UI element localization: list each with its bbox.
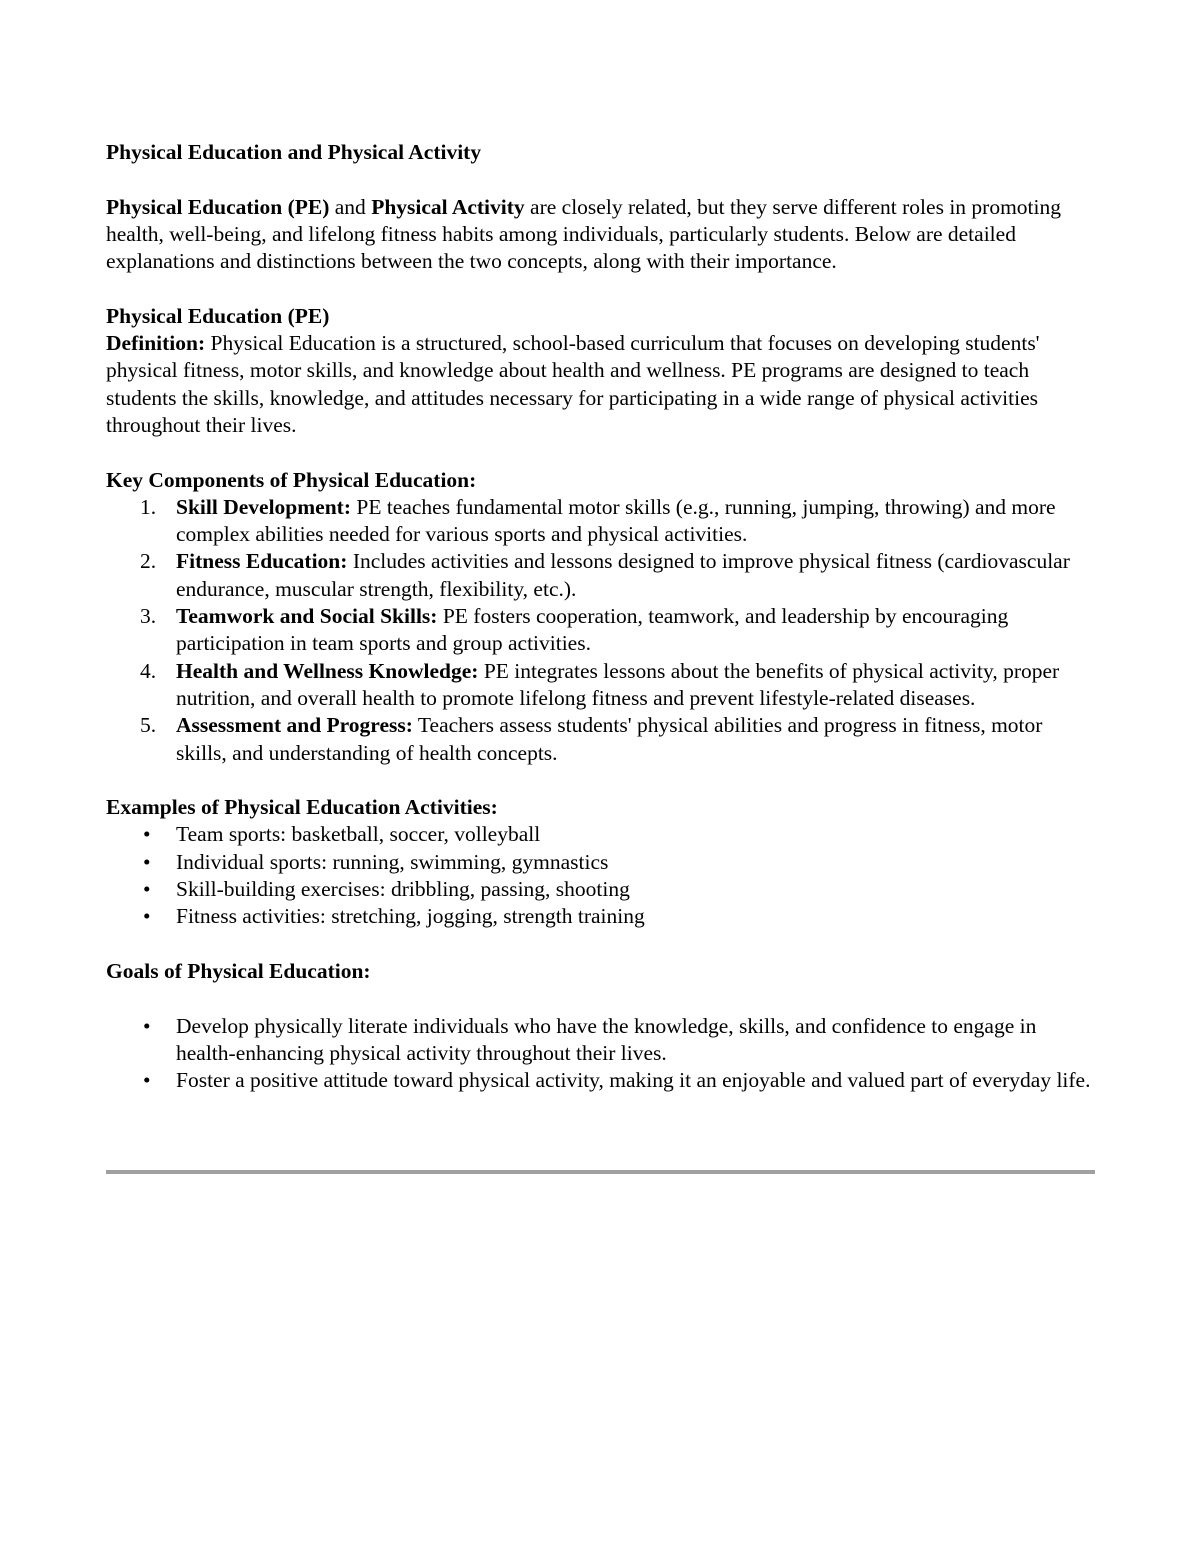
bullet-icon: • [143, 849, 151, 874]
bullet-icon: • [143, 877, 151, 902]
pe-heading: Physical Education (PE) [106, 303, 330, 328]
list-item: 4. Health and Wellness Knowledge: PE integrates lessons about the benefits of physical activity, proper nutrition, and overall health to promote lifelong fitness and prevent lifestyle-related diseases. [140, 658, 1060, 710]
list-number: 1. [140, 494, 157, 519]
list-item: • Fitness activities: stretching, jogging, strength training [106, 903, 1096, 930]
intro-term-pa: Physical Activity [371, 194, 525, 219]
document-page [106, 139, 1096, 1094]
bullet-icon: • [143, 904, 151, 929]
list-item: 1. Skill Development: PE teaches fundamental motor skills (e.g., running, jumping, throwing) and more complex abilities needed for various sports and physical activities. [140, 494, 1056, 547]
definition-label: Definition: [106, 331, 206, 356]
goals-heading: Goals of Physical Education: [106, 958, 371, 983]
list-number: 2. [140, 549, 157, 574]
pe-definition: Definition: Physical Education is a structured, school-based curriculum that focuses on developing students' physical fitness, motor skills, and knowledge about health and wellness. PE programs are designed to teach students the skills, knowledge, and attitudes necessary for participating in a wide range of physical activities throughout their lives. [106, 331, 1040, 437]
list-item: 5. Assessment and Progress: Teachers assess students' physical abilities and progress in fitness, motor skills, and understanding of health concepts. [140, 713, 1043, 765]
list-item: • Individual sports: running, swimming, gymnastics [106, 849, 1096, 876]
bullet-icon: • [143, 1013, 151, 1038]
list-number: 5. [140, 713, 157, 738]
examples-heading: Examples of Physical Education Activities: [106, 795, 498, 820]
key-components-list [106, 494, 1096, 767]
intro-paragraph: Physical Education (PE) and Physical Activity are closely related, but they serve different roles in promoting health, well-being, and lifelong fitness habits among individuals, particularly students. Below are detailed explanations and distinctions between the two concepts, along with their importance. [106, 194, 1061, 274]
key-components-heading: Key Components of Physical Education: [106, 467, 477, 492]
list-item: 3. Teamwork and Social Skills: PE fosters cooperation, teamwork, and leadership by encouraging participation in team sports and group activities. [140, 604, 1009, 656]
goals-list [106, 1013, 1096, 1095]
bullet-icon: • [143, 1068, 151, 1093]
bullet-icon: • [143, 822, 151, 847]
list-item: • Skill-building exercises: dribbling, passing, shooting [106, 876, 1096, 903]
document-title: Physical Education and Physical Activity [106, 140, 482, 164]
examples-list [106, 821, 1096, 930]
list-item: • Develop physically literate individuals who have the knowledge, skills, and confidence to engage in health-enhancing physical activity throughout their lives. [143, 1013, 1037, 1065]
list-number: 4. [140, 658, 157, 683]
list-item: 2. Fitness Education: Includes activities and lessons designed to improve physical fitness (cardiovascular endurance, muscular strength, flexibility, etc.). [140, 549, 1070, 601]
list-item: • Team sports: basketball, soccer, volleyball [106, 821, 1096, 848]
horizontal-rule [106, 1170, 1095, 1174]
list-number: 3. [140, 604, 157, 629]
list-item: • Foster a positive attitude toward physical activity, making it an enjoyable and valued part of everyday life. [106, 1067, 1096, 1094]
intro-term-pe: Physical Education (PE) [106, 194, 330, 219]
